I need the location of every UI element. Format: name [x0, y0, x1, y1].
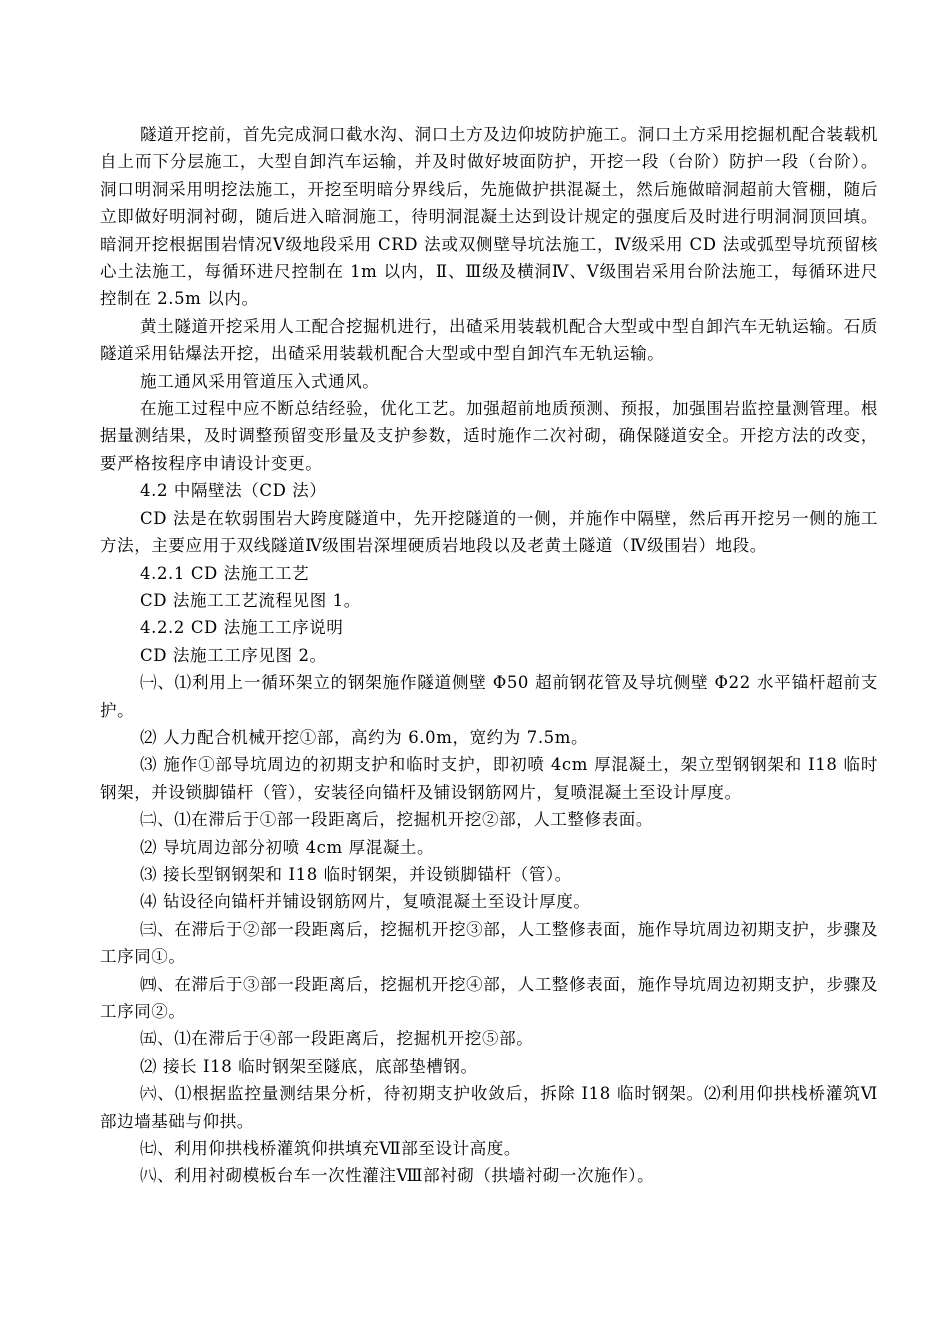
step-1-3: ⑶ 施作①部导坑周边的初期支护和临时支护，即初喷 4cm 厚混凝土，架立型钢钢架和 I18 临时钢架，并设锁脚锚杆（管），安装径向锚杆及铺设钢筋网片，复喷混凝土至设计厚度。 [100, 755, 878, 802]
paragraph-monitoring: 在施工过程中应不断总结经验，优化工艺。加强超前地质预测、预报，加强围岩监控量测管理。根据量测结果，及时调整预留变形量及支护参数，适时施作二次衬砌，确保隧道安全。开挖方法的改变，要严格按程序申请设计变更。 [100, 399, 878, 473]
paragraph-excavation-overview: 隧道开挖前，首先完成洞口截水沟、洞口土方及边仰坡防护施工。洞口土方采用挖掘机配合装载机自上而下分层施工，大型自卸汽车运输，并及时做好坡面防护，开挖一段（台阶）防护一段（台阶）。洞口明洞采用明挖法施工，开挖至明暗分界线后，先施做护拱混凝土，然后施做暗洞超前大管棚，随后立即做好明洞衬砌，随后进入暗洞施工，待明洞混凝土达到设计规定的强度后及时进行明洞洞顶回填。暗洞开挖根据围岩情况Ⅴ级地段采用 CRD 法或双侧壁导坑法施工，Ⅳ级采用 CD 法或弧型导坑预留核心土法施工，每循环进尺控制在 1m 以内，Ⅱ、Ⅲ级及横洞Ⅳ、Ⅴ级围岩采用台阶法施工，每循环进尺控制在 2.5m 以内。 [100, 125, 879, 309]
step-2-4: ⑷ 钻设径向锚杆并铺设钢筋网片，复喷混凝土至设计厚度。 [140, 892, 591, 912]
step-2-2: ⑵ 导坑周边部分初喷 4cm 厚混凝土。 [140, 837, 435, 857]
step-6: ㈥、⑴根据监控量测结果分析，待初期支护收敛后，拆除 I18 临时钢架。⑵利用仰拱栈桥灌筑Ⅵ部边墙基础与仰拱。 [100, 1084, 878, 1131]
step-1-2: ⑵ 人力配合机械开挖①部，高约为 6.0m，宽约为 7.5m。 [140, 727, 589, 747]
step-2-1: ㈡、⑴在滞后于①部一段距离后，挖掘机开挖②部，人工整修表面。 [140, 810, 653, 830]
step-5-1: ㈤、⑴在滞后于④部一段距离后，挖掘机开挖⑤部。 [140, 1029, 534, 1049]
step-2-3: ⑶ 接长型钢钢架和 I18 临时钢架，并设锁脚锚杆（管）。 [140, 864, 572, 884]
subsection-heading-cd-steps: 4.2.2 CD 法施工工序说明 [140, 618, 344, 638]
step-8: ㈧、利用衬砌模板台车一次性灌注Ⅷ部衬砌（拱墙衬砌一次施作）。 [140, 1166, 655, 1186]
step-4: ㈣、在滞后于③部一段距离后，挖掘机开挖④部，人工整修表面，施作导坑周边初期支护，步骤及工序同②。 [100, 974, 878, 1021]
step-1-1: ㈠、⑴利用上一循环架立的钢架施作隧道侧壁 Φ50 超前钢花管及导坑侧壁 Φ22 水平锚杆超前支护。 [100, 673, 878, 720]
step-3: ㈢、在滞后于②部一段距离后，挖掘机开挖③部，人工整修表面，施作导坑周边初期支护，步骤及工序同①。 [100, 919, 878, 967]
subsection-heading-cd-process: 4.2.1 CD 法施工工艺 [140, 563, 310, 583]
section-heading-cd-method: 4.2 中隔壁法（CD 法） [140, 481, 327, 501]
step-7: ㈦、利用仰拱栈桥灌筑仰拱填充Ⅶ部至设计高度。 [140, 1139, 521, 1159]
document-body [100, 121, 878, 1190]
paragraph-steps-ref: CD 法施工工序见图 2。 [140, 645, 327, 665]
step-5-2: ⑵ 接长 I18 临时钢架至隧底，底部垫槽钢。 [140, 1056, 478, 1076]
paragraph-cd-definition: CD 法是在软弱围岩大跨度隧道中，先开挖隧道的一侧，并施作中隔壁，然后再开挖另一侧的施工方法，主要应用于双线隧道Ⅳ级围岩深埋硬质岩地段以及老黄土隧道（Ⅳ级围岩）地段。 [100, 508, 878, 556]
paragraph-process-flow-ref: CD 法施工工艺流程见图 1。 [140, 590, 361, 610]
paragraph-ventilation: 施工通风采用管道压入式通风。 [140, 371, 380, 391]
paragraph-loess-excavation: 黄土隧道开挖采用人工配合挖掘机进行，出碴采用装载机配合大型或中型自卸汽车无轨运输。石质隧道采用钻爆法开挖，出碴采用装载机配合大型或中型自卸汽车无轨运输。 [100, 316, 878, 364]
